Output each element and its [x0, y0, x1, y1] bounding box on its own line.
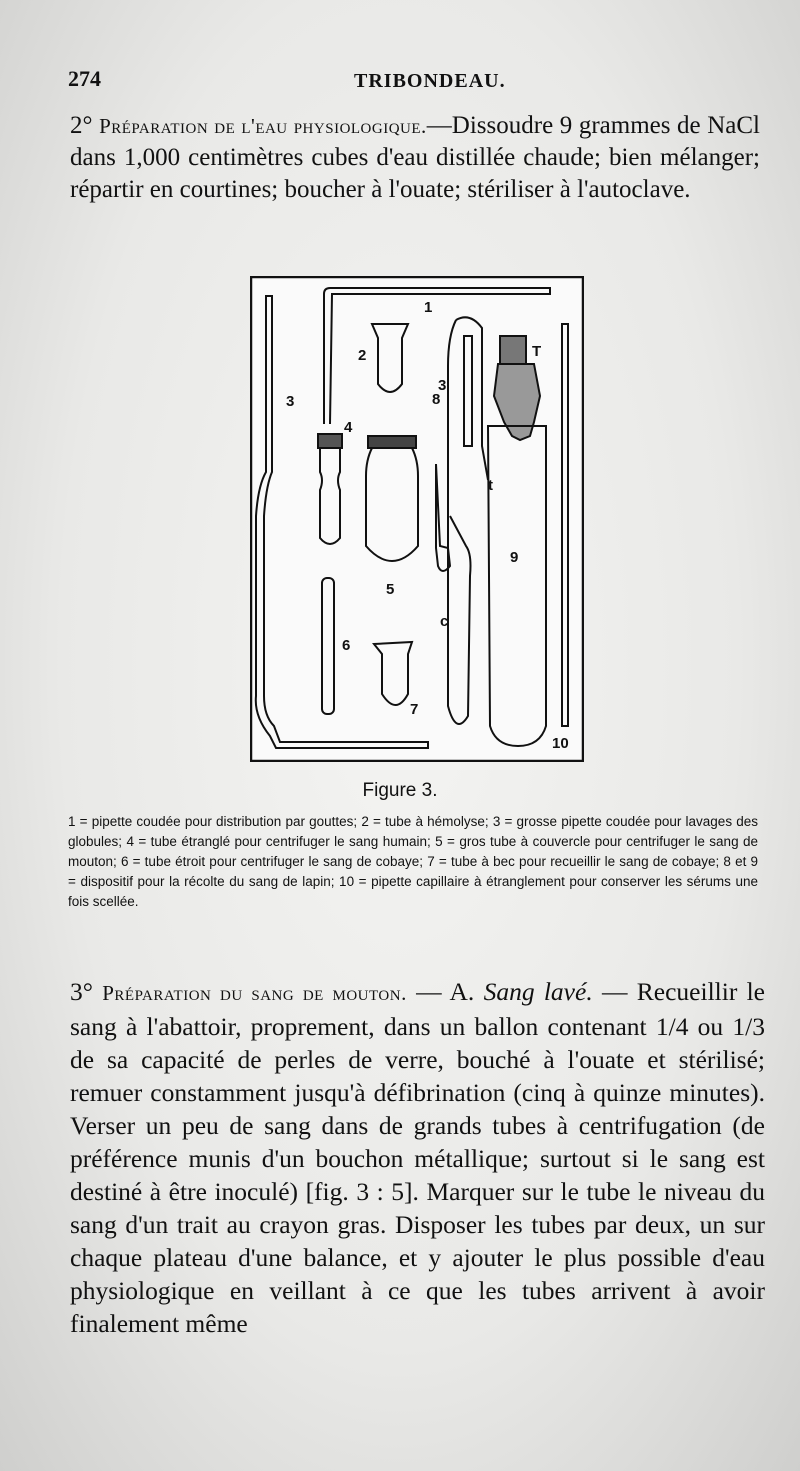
running-title: TRIBONDEAU.: [354, 70, 506, 92]
page-header: [68, 66, 758, 100]
figure-number-10: 10: [552, 735, 569, 752]
figure-letter-T: T: [532, 343, 542, 360]
section-number: 2°: [70, 112, 100, 139]
figure-number-3b: 3: [438, 377, 447, 394]
figure-letter-t: t: [488, 477, 493, 494]
figure-number-5: 5: [386, 581, 395, 598]
section-heading-3: Préparation du sang de mouton.: [102, 981, 407, 1005]
figure-number-8: 8: [432, 391, 441, 408]
bouchon-4: [318, 434, 342, 448]
figure-number-6: 6: [342, 637, 351, 654]
paragraph-sang-de-mouton: [70, 975, 765, 1340]
bouchon-T: [500, 336, 526, 364]
paragraph-text: —Dissoudre 9 grammes de NaCl dans 1,000 centimètres cubes d'eau distillée chaude; bien mélanger; répartir en courtines; boucher à l'ouate; stériliser à l'autoclave.: [70, 112, 760, 203]
page-number: 274: [68, 66, 101, 91]
section-heading: Préparation de l'eau physiologique.: [99, 114, 427, 138]
figure-number-1: 1: [424, 299, 433, 316]
figure-letter-c: c: [440, 613, 449, 630]
section-number-3: 3°: [70, 977, 103, 1006]
subheading-sang-lave: Sang lavé.: [483, 977, 593, 1006]
figure-number-3: 3: [286, 393, 295, 410]
couvercle-5: [368, 436, 416, 448]
figure-label: Figure 3.: [362, 780, 438, 801]
caption-text: 1 = pipette coudée pour distribution par gouttes; 2 = tube à hémolyse; 3 = grosse pipette coudée pour lavages des globules; 4 = tube étranglé pour centrifuger le sang humain; 5 = gros tube à couvercle pour centrifuger le sang de mouton; 6 = tube étroit pour centrifuger le sang de cobaye; 7 = tube à bec pour recueillir le sang de cobaye; 8 et 9 = dispositif pour la récolte du sang de lapin; 10 = pipette capillaire à étranglement pour conserver les sérums une fois scellée.: [68, 814, 758, 909]
heading-dash: — A.: [406, 977, 484, 1006]
figure-number-2: 2: [358, 347, 367, 364]
figure-illustration: [250, 276, 584, 762]
figure-number-7: 7: [410, 701, 419, 718]
figure-number-9: 9: [510, 549, 519, 566]
figure-number-4: 4: [344, 419, 353, 436]
paragraph-eau-physiologique: [70, 110, 760, 206]
paragraph-text-3: — Recueillir le sang à l'abattoir, proprement, dans un ballon contenant 1/4 ou 1/3 de sa capacité de perles de verre, bouché à l'ouate et stérilisé; remuer constamment jusqu'à défibrination (cinq à quinze minutes). Verser un peu de sang dans de grands tubes à centrifugation (de préférence munis d'un bouchon métallique; surtout si le sang est destiné à être inoculé) [fig. 3 : 5]. Marquer sur le tube le niveau du sang d'un trait au crayon gras. Disposer les tubes par deux, un sur chaque plateau d'une balance, et y ajouter le plus possible d'eau physiologique en veillant à ce que les tubes arrivent à avoir finalement même: [70, 977, 765, 1338]
figure-caption: [68, 812, 758, 912]
